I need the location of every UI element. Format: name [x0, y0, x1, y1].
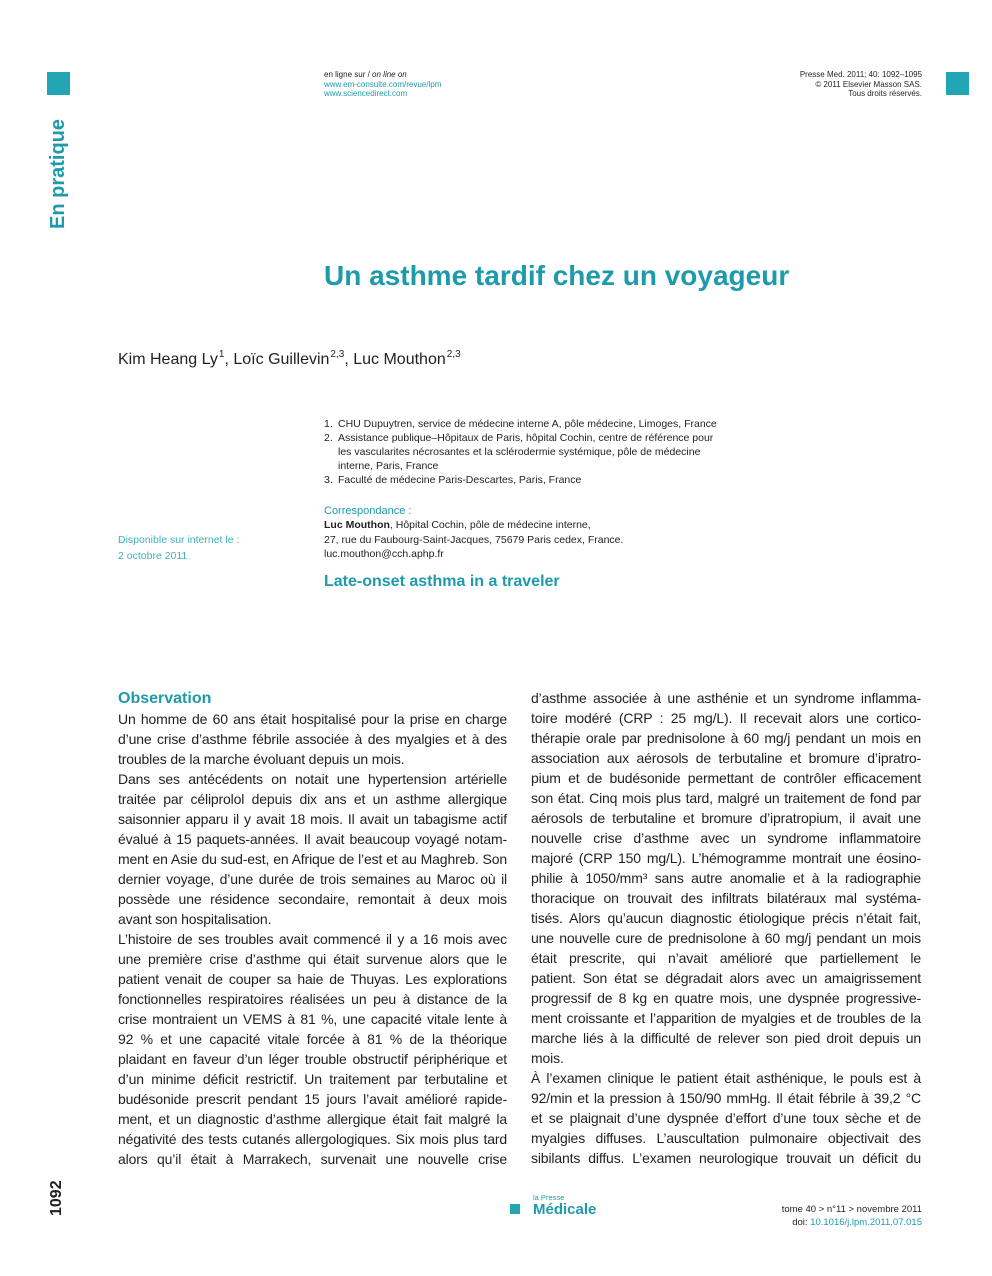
author-list [118, 350, 461, 370]
text-line: thérapie orale par prednisolone à 60 mg/j pendant un mois en [531, 730, 921, 746]
paragraph [118, 709, 507, 769]
english-title: Late-onset asthma in a traveler [324, 573, 560, 590]
text-line: mois. [531, 1050, 564, 1066]
text-line: toire modéré (CRP : 25 mg/L). Il recevait alors une cortico- [531, 710, 921, 726]
affiliation-text: CHU Dupuytren, service de médecine interne A, pôle médecine, Limoges, France [338, 418, 717, 430]
text-line: et se plaignait d’une dyspnée d’effort d’une toux sèche et de [531, 1110, 921, 1126]
author [118, 351, 229, 368]
text-line: alors qu’il était à Marrakech, survenait une nouvelle crise [118, 1151, 507, 1167]
text-line: marche liés à la difficulté de relever son pied droit depuis un [531, 1030, 921, 1046]
text-line: Dans ses antécédents on notait une hypertension artérielle [118, 771, 507, 787]
body-column-right [531, 688, 921, 1168]
text-line: avant son hospitalisation. [118, 911, 272, 927]
affiliation-ref: 1 [218, 349, 225, 360]
text-line: saisonnier apparu il y avait 18 mois. Il avait un tabagisme actif [118, 811, 507, 827]
author-separator: , [344, 351, 349, 368]
text-line: Un homme de 60 ans était hospitalisé pour la prise en charge [118, 711, 507, 727]
text-line: d’un minime déficit restrictif. Un traitement par terbutaline et [118, 1071, 507, 1087]
section-label: En pratique [47, 118, 69, 229]
em-consulte-link[interactable]: www.em-consulte.com/revue/lpm [324, 79, 442, 89]
correspondence-institution: , Hôpital Cochin, pôle de médecine interne, [389, 519, 591, 532]
text-line: évalué à 15 paquets-années. Il avait beaucoup voyagé notam- [118, 831, 507, 847]
text-line: était prescrite, qui n’avait amélioré que partiellement le [531, 950, 921, 966]
text-line: troubles de la marche évoluant depuis un mois. [118, 751, 405, 767]
availability-label: Disponible sur internet le : [118, 534, 240, 546]
correspondence-email-link[interactable]: luc.mouthon@cch.aphp.fr [324, 547, 444, 560]
correspondence-address: 27, rue du Faubourg-Saint-Jacques, 75679 Paris cedex, France. [324, 533, 624, 546]
paragraph [531, 688, 921, 1068]
text-line: pium et de budésonide permettant de contrôler efficacement [531, 770, 921, 786]
text-line: thoracique on trouvait des infiltrats bilatéraux mal systéma- [531, 890, 921, 906]
journal-logo-square-icon [510, 1204, 520, 1214]
text-line: progressif de 8 kg en quatre mois, une dyspnée progressive- [531, 990, 921, 1006]
text-line: plaidant en faveur d’un léger trouble obstructif périphérique et [118, 1051, 507, 1067]
page-number: 1092 [48, 1180, 65, 1216]
doi-line [782, 1216, 922, 1229]
text-line: budésonide prescrit pendant 15 jours l’avait amélioré rapide- [118, 1091, 507, 1107]
correspondence [324, 504, 623, 561]
journal-logo-small: la Presse [533, 1193, 565, 1202]
corner-square-right [946, 72, 969, 95]
affiliation-text: Assistance publique–Hôpitaux de Paris, hôpital Cochin, centre de référence pour [338, 432, 714, 444]
text-line: traitée par céliprolol depuis dix ans et un asthme allergique [118, 791, 507, 807]
text-line: association aux aérosols de terbutaline et bromure d’ipratro- [531, 750, 921, 766]
citation: Presse Med. 2011; 40: 1092–1095 [799, 70, 922, 79]
affiliation-ref: 2,3 [446, 349, 461, 360]
text-line: philie à 1050/mm³ sans autre anomalie et à la radiographie [531, 870, 921, 886]
affiliation-item [324, 473, 774, 487]
doi-label: doi: [792, 1217, 808, 1228]
paragraph [531, 1068, 921, 1168]
text-line: négativité des tests cutanés allergologiques. Six mois plus tard [118, 1131, 507, 1147]
journal-logo-large: Médicale [533, 1201, 597, 1218]
text-line: sibilants diffus. L’examen neurologique trouvait un déficit du [531, 1150, 921, 1166]
text-line: son état. Cinq mois plus tard, malgré un traitement de fond par [531, 790, 921, 806]
text-line: d’asthme associée à une asthénie et un syndrome inflamma- [531, 690, 921, 706]
author [353, 351, 460, 368]
text-line: patient. Son état se dégradait alors avec un amaigrissement [531, 970, 921, 986]
citation-block [800, 70, 922, 99]
text-line: une première crise d’asthme qui était survenue alors que le [118, 951, 507, 967]
text-line: À l’examen clinique le patient était asthénique, le pouls est à [531, 1070, 921, 1086]
correspondence-label: Correspondance : [324, 505, 412, 517]
correspondence-line [324, 518, 623, 532]
rights: Tous droits réservés. [848, 89, 922, 98]
sciencedirect-link[interactable]: www.sciencedirect.com [324, 89, 408, 98]
paragraph [118, 929, 507, 1169]
text-line: possède une résidence secondaire, remontait à deux mois [118, 891, 507, 907]
column-text [118, 709, 507, 1169]
online-label [324, 70, 441, 80]
text-line: aérosols de terbutaline et bromure d’ipratropium, il avait une [531, 810, 921, 826]
online-label-en: on line on [372, 70, 407, 79]
text-line: nouvelle crise d’asthme avec un syndrome inflammatoire [531, 830, 921, 846]
availability-date: 2 octobre 2011 [118, 550, 188, 562]
affiliation-number: 1. [324, 418, 333, 430]
text-line: dernier voyage, d’une durée de trois semaines au Maroc où il [118, 871, 507, 887]
column-text [531, 688, 921, 1168]
corner-square-left [47, 72, 70, 95]
section-heading-observation: Observation [118, 690, 212, 707]
affiliation-number: 2. [324, 432, 333, 444]
online-availability [324, 70, 441, 99]
author-name: Kim Heang Ly [118, 351, 218, 368]
text-line: ment en Asie du sud-est, en Afrique de l’est et au Maghreb. Son [118, 851, 507, 867]
issue: tome 40 > n°11 > novembre 2011 [781, 1204, 922, 1215]
text-line: tisés. Alors qu’aucun diagnostic étiologique précis n’était fait, [531, 910, 921, 926]
affiliation-item [324, 431, 774, 473]
text-line: fonctionnelles respiratoires réalisées un peu à distance de la [118, 991, 507, 1007]
doi-link[interactable]: 10.1016/j.lpm.2011.07.015 [810, 1217, 922, 1228]
affiliation-number: 3. [324, 474, 333, 486]
affiliation-text: Faculté de médecine Paris-Descartes, Paris, France [338, 474, 582, 486]
text-line: L’histoire de ses troubles avait commencé il y a 16 mois avec [118, 931, 507, 947]
correspondence-name: Luc Mouthon [324, 519, 390, 532]
text-line: 92/min et la pression à 150/90 mmHg. Il était fébrile à 39,2 °C [531, 1090, 921, 1106]
affiliation-ref: 2,3 [330, 349, 345, 360]
affiliation-item [324, 417, 774, 431]
copyright: © 2011 Elsevier Masson SAS. [815, 79, 922, 89]
text-line: ment croissante et l’apparition de myalgies et de troubles de la [531, 1010, 921, 1026]
author-name: Luc Mouthon [353, 351, 446, 368]
author [233, 351, 348, 368]
body-column-left [118, 688, 507, 1169]
text-line: patient venait de couper sa haie de Thuyas. Les explorations [118, 971, 507, 987]
issue-info [782, 1203, 922, 1229]
text-line: une nouvelle cure de prednisolone à 60 mg/j pendant un mois [531, 930, 921, 946]
affiliation-list [324, 417, 774, 487]
text-line: crise montraient un VEMS à 81 %, une capacité vitale lente à [118, 1011, 507, 1027]
text-line: myalgies diffuses. L’auscultation pulmonaire objectivait des [531, 1130, 921, 1146]
text-line: 92 % et une capacité vitale forcée à 81 % de la théorique [118, 1031, 507, 1047]
text-line: d’une crise d’asthme fébrile associée à des myalgies et à des [118, 731, 507, 747]
paragraph [118, 769, 507, 929]
text-line: ment, et un diagnostic d’asthme allergique était fait malgré la [118, 1111, 507, 1127]
online-label-fr: en ligne sur / [324, 70, 370, 79]
article-title: Un asthme tardif chez un voyageur [324, 260, 790, 291]
availability [118, 532, 239, 564]
author-name: Loïc Guillevin [233, 351, 330, 368]
text-line: majoré (CRP 150 mg/L). L’hémogramme montrait une éosino- [531, 850, 921, 866]
author-separator: , [224, 351, 229, 368]
affiliation-text: les vascularites nécrosantes et la sclérodermie systémique, pôle de médecine [338, 446, 701, 458]
affiliation-text: interne, Paris, France [338, 460, 439, 472]
